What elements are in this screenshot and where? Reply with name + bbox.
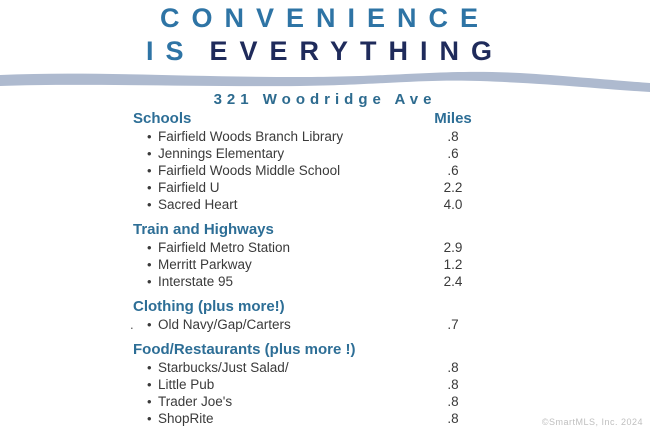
item-miles: 1.2 <box>443 257 463 272</box>
item-miles: .8 <box>447 360 459 375</box>
bullet-icon: • <box>147 317 152 332</box>
list-item <box>133 179 630 196</box>
item-label: Trader Joe's <box>158 394 233 409</box>
section-heading: Train and Highways <box>133 221 274 238</box>
item-label: Little Pub <box>158 377 215 392</box>
item-label: Fairfield Woods Middle School <box>158 163 341 178</box>
item-miles: .8 <box>447 377 459 392</box>
title-line2 <box>0 36 650 67</box>
list-item <box>133 196 630 213</box>
bullet-icon: • <box>147 163 152 178</box>
list-item <box>133 239 630 256</box>
item-miles: 2.9 <box>443 240 463 255</box>
item-miles: 2.2 <box>443 180 463 195</box>
wave-divider <box>0 64 650 94</box>
item-label: Jennings Elementary <box>158 146 285 161</box>
list-item <box>133 376 630 393</box>
miles-column-header: Miles <box>434 110 472 127</box>
list-item <box>133 162 630 179</box>
bullet-icon: • <box>147 197 152 212</box>
item-label: Fairfield U <box>158 180 220 195</box>
item-label: Sacred Heart <box>158 197 238 212</box>
item-label: Interstate 95 <box>158 274 234 289</box>
item-miles: 2.4 <box>443 274 463 289</box>
list-item <box>133 359 630 376</box>
bullet-icon: • <box>147 146 152 161</box>
item-label: Old Navy/Gap/Carters <box>158 317 291 332</box>
amenities-list <box>133 109 630 432</box>
section-heading: Schools <box>133 110 192 127</box>
item-label: Merritt Parkway <box>158 257 252 272</box>
list-item <box>133 316 630 333</box>
section-schools-header <box>133 109 630 128</box>
bullet-icon: • <box>147 129 152 144</box>
item-miles: .7 <box>447 317 459 332</box>
bullet-icon: • <box>147 180 152 195</box>
item-miles: .8 <box>447 129 459 144</box>
list-item <box>133 393 630 410</box>
item-miles: .6 <box>447 163 459 178</box>
list-item <box>133 273 630 290</box>
bullet-icon: • <box>147 377 152 392</box>
list-item <box>133 128 630 145</box>
bullet-icon: • <box>147 257 152 272</box>
list-item <box>133 145 630 162</box>
section-train-highways <box>133 220 630 290</box>
item-miles: .6 <box>447 146 459 161</box>
wave-shape <box>0 72 650 92</box>
bullet-icon: • <box>147 274 152 289</box>
stray-mark: . <box>130 317 134 332</box>
section-food-header <box>133 340 630 359</box>
section-food-restaurants <box>133 340 630 427</box>
address: 321 Woodridge Ave <box>213 91 437 108</box>
item-label: Starbucks/Just Salad/ <box>158 360 289 375</box>
list-item <box>133 256 630 273</box>
item-label: Fairfield Metro Station <box>158 240 291 255</box>
item-miles: .8 <box>447 411 459 426</box>
title-line1: CONVENIENCE <box>159 3 491 33</box>
bullet-icon: • <box>147 360 152 375</box>
item-miles: 4.0 <box>443 197 463 212</box>
title-word-everything: EVERYTHING <box>209 36 505 66</box>
bullet-icon: • <box>147 411 152 426</box>
title-word-is: IS <box>145 36 196 66</box>
section-clothing <box>133 297 630 333</box>
item-miles: .8 <box>447 394 459 409</box>
item-label: ShopRite <box>158 411 214 426</box>
bullet-icon: • <box>147 240 152 255</box>
section-train-header <box>133 220 630 239</box>
section-schools <box>133 109 630 213</box>
section-clothing-header <box>133 297 630 316</box>
section-heading: Food/Restaurants (plus more !) <box>133 341 356 358</box>
bullet-icon: • <box>147 394 152 409</box>
watermark: ©SmartMLS, Inc. 2024 <box>541 417 643 427</box>
section-heading: Clothing (plus more!) <box>133 298 285 315</box>
item-label: Fairfield Woods Branch Library <box>158 129 344 144</box>
